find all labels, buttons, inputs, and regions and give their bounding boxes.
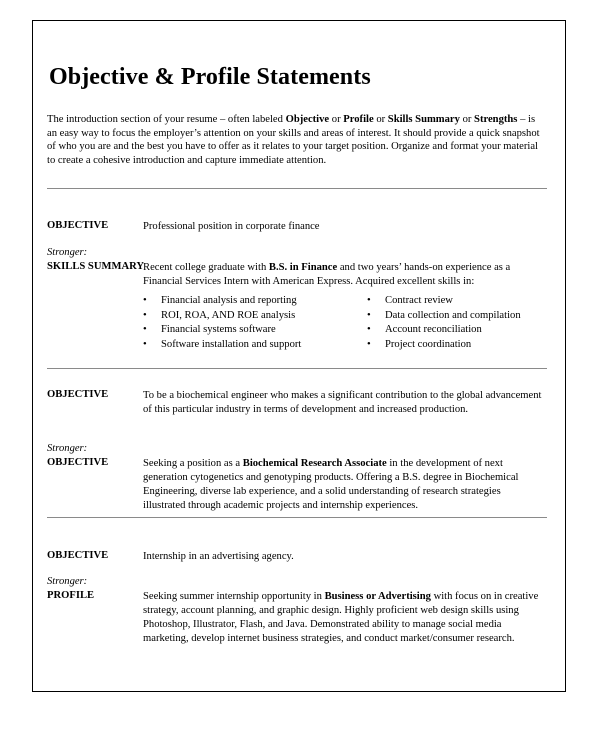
intro-text: or [459,114,475,125]
objective-text: To be a biochemical engineer who makes a significant contribution to the global advancement of this particular industry in terms of development and increased production. [143,390,542,415]
intro-bold-strengths: Strengths [474,114,518,125]
intro-bold-profile: Profile [343,114,374,125]
list-item: • Financial systems software [143,323,353,338]
intro-text: or [373,114,388,125]
skills-list-right [367,294,547,352]
list-item: • Data collection and compilation [367,309,547,324]
objective-text: Internship in an advertising agency. [143,551,294,562]
profile-text: Seeking summer internship opportunity in Business or Advertising with focus on in creative strategy, account planning, and graphic design. Highly proficient web design skills using Photoshop, Illustrator, Flash, and Java. Demonstrated ability to manage social media marketing, develop internet business strategies, and conduct market/consumer research. [143,591,539,644]
profile-label: PROFILE [47,590,95,601]
section-divider [47,188,547,189]
skills-summary-text: Recent college graduate with B.S. in Finance and two years’ hands-on experience as a Financial Services Intern with American Express. Acquired excellent skills in: [143,262,511,287]
skills-list-left [143,294,353,352]
page-title: Objective & Profile Statements [49,64,371,90]
list-item: • ROI, ROA, AND ROE analysis [143,309,353,324]
stronger-label: Stronger: [47,247,88,258]
section-divider [47,368,547,369]
field-highlight: Business or Advertising [324,591,431,602]
list-item: • Financial analysis and reporting [143,294,353,309]
intro-text: The introduction section of your resume – often labeled [47,114,286,125]
objective-text-stronger: Seeking a position as a Biochemical Research Associate in the development of next generation cytogenetics and genotyping products. Offering a B.S. degree in Biochemical Engineering, diverse lab experience, and a solid understanding of research strategies illustrated through academic projects and internship experiences. [143,458,519,511]
stronger-label: Stronger: [47,443,88,454]
list-item: • Contract review [367,294,547,309]
intro-text: or [329,114,344,125]
stronger-label: Stronger: [47,576,88,587]
intro-bold-skills-summary: Skills Summary [387,114,460,125]
list-item: • Software installation and support [143,338,353,353]
degree-highlight: B.S. in Finance [268,262,338,273]
skills-summary-label: SKILLS SUMMARY [47,261,145,272]
intro-text: – is an easy way to focus the employer’s attention on your skills and areas of interest. It should provide a quick snapshot of who you are and the best you have to offer as it relates to your target position. Organize and format your material to create a cohesive introduction and capture immediate attention. [47,114,540,166]
list-item: • Account reconciliation [367,323,547,338]
objective-label: OBJECTIVE [47,550,109,561]
objective-label: OBJECTIVE [47,220,109,231]
section-divider [47,517,547,518]
position-highlight: Biochemical Research Associate [242,458,387,469]
list-item: • Project coordination [367,338,547,353]
objective-text: Professional position in corporate finance [143,221,320,232]
intro-paragraph [47,113,547,167]
objective-label-stronger: OBJECTIVE [47,457,109,468]
intro-bold-objective: Objective [285,114,330,125]
document-page [32,20,566,692]
objective-label: OBJECTIVE [47,389,109,400]
